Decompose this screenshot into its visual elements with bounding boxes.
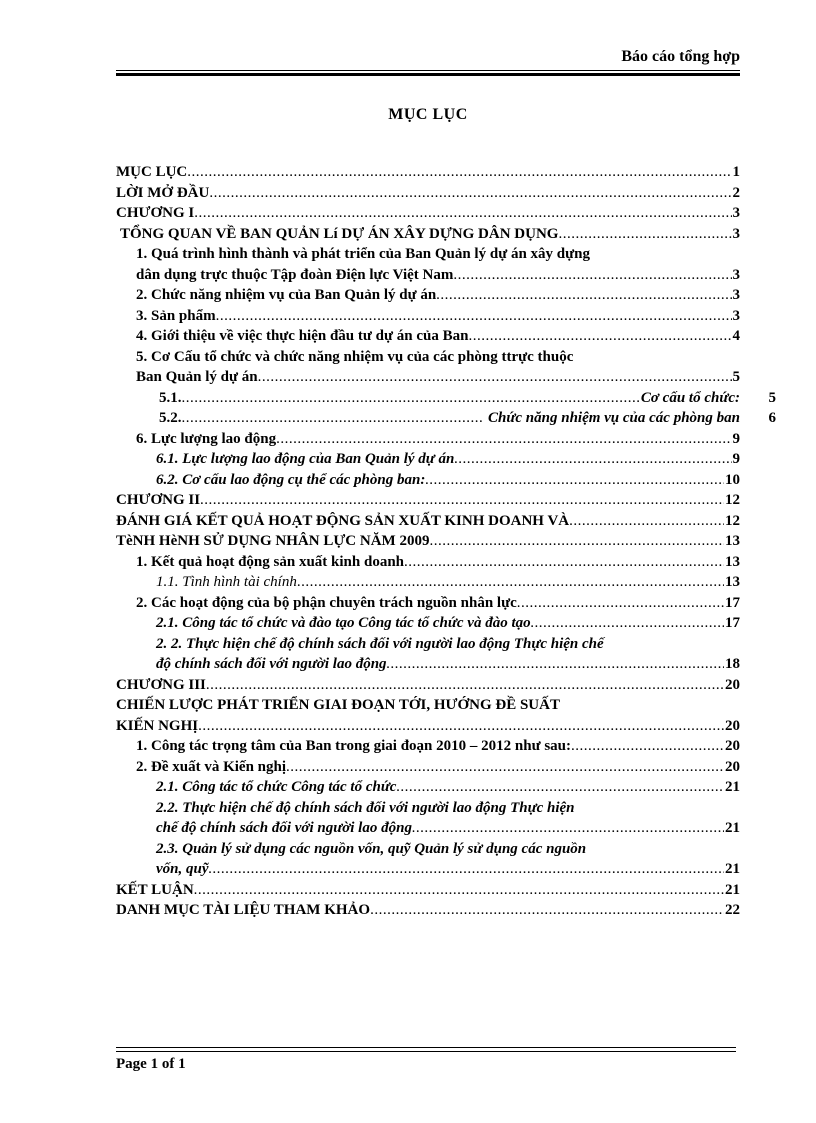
toc-entry-page: 20	[725, 676, 740, 693]
toc-entry-title: 2. Đề xuất và Kiến nghị	[136, 758, 287, 775]
toc-leader	[425, 470, 724, 491]
toc-entry-page: 13	[725, 533, 740, 549]
toc-entry-page: 18	[725, 656, 740, 672]
toc-entry-title-line: 2. 2. Thực hiện chế độ chính sách đối với người lao động Thực hiện chế	[156, 635, 604, 652]
toc-leader	[436, 285, 731, 306]
toc-entry-page: 21	[725, 820, 740, 836]
toc-entry-title: 2.1. Công tác tổ chức Công tác tổ chức	[156, 779, 397, 795]
toc-entry-title: 2. Chức năng nhiệm vụ của Ban Quản lý dự án	[136, 287, 437, 303]
toc-entry-title: CHƯƠNG II	[116, 492, 201, 508]
toc-entry-title-line: CHIẾN LƯỢC PHÁT TRIỂN GIAI ĐOẠN TỚI, HƯỚNG ĐỀ SUẤT	[116, 697, 560, 713]
toc-entry-title: chế độ chính sách đối với người lao động	[156, 820, 412, 836]
toc-leader	[297, 572, 724, 593]
toc-entry-title: 1. Kết quả hoạt động sản xuất kinh doanh	[136, 553, 405, 570]
toc-leader	[198, 716, 724, 737]
footer-rule-top	[116, 1047, 736, 1048]
toc-leader	[429, 531, 724, 552]
toc-entry-title-line: 2.2. Thực hiện chế độ chính sách đối với người lao động Thực hiện	[156, 799, 575, 816]
toc-entry-number: 5.1.	[159, 389, 182, 406]
toc-entry[interactable]	[116, 244, 740, 285]
page-number-footer: Page 1 of 1	[116, 1056, 186, 1072]
toc-leader	[187, 162, 731, 183]
toc-entry-page: 10	[725, 471, 740, 488]
toc-entry-title: 2.1. Công tác tổ chức và đào tạo Công tác tổ chức và đào tạo	[156, 615, 531, 631]
toc-entry-page: 20	[725, 738, 740, 754]
toc-entry-title: ĐÁNH GIÁ KẾT QUẢ HOẠT ĐỘNG SẢN XUẤT KINH DOANH VÀ	[116, 512, 570, 529]
toc-entry[interactable]	[116, 224, 740, 245]
toc-entry-page: 9	[732, 451, 740, 467]
toc-entry-page: 5	[732, 369, 740, 385]
toc-leader	[182, 408, 483, 429]
toc-entry-page: 6	[768, 410, 776, 426]
toc-entry-title: CHƯƠNG III	[116, 676, 206, 693]
toc-entry[interactable]	[116, 900, 740, 921]
toc-entry[interactable]	[116, 306, 740, 327]
toc-entry-page: 3	[732, 205, 740, 221]
toc-entry-title-line: 5. Cơ Cấu tổ chức và chức năng nhiệm vụ của các phòng ttrực thuộc	[136, 348, 574, 365]
toc-entry-page: 21	[725, 861, 740, 877]
toc-entry-page: 1	[732, 164, 740, 180]
toc-entry-page: 21	[725, 779, 740, 795]
toc-leader	[200, 490, 724, 511]
toc-entry-title: MỤC LỤC	[116, 164, 188, 180]
toc-entry[interactable]	[116, 757, 740, 778]
toc-entry-page: 17	[725, 615, 740, 631]
toc-entry-page: 3	[732, 225, 740, 242]
footer-rule-bottom	[116, 1051, 736, 1052]
toc-entry[interactable]	[116, 531, 740, 552]
toc-leader	[209, 859, 725, 880]
toc-entry-title: 1.1. Tình hình tài chính	[156, 574, 297, 590]
toc-entry-page: 3	[732, 307, 740, 324]
toc-entry[interactable]	[116, 777, 740, 798]
toc-entry[interactable]	[116, 634, 740, 675]
toc-entry[interactable]	[116, 285, 740, 306]
toc-entry[interactable]	[116, 613, 740, 634]
toc-leader	[258, 367, 732, 388]
toc-entry[interactable]	[116, 203, 740, 224]
toc-entry[interactable]	[116, 388, 776, 409]
toc-entry-title: vốn, quỹ	[156, 861, 209, 877]
toc-entry[interactable]	[116, 183, 740, 204]
toc-entry-title: Chức năng nhiệm vụ của các phòng ban	[488, 410, 740, 426]
toc-leader	[194, 880, 724, 901]
toc-leader	[453, 265, 731, 286]
toc-entry[interactable]	[116, 511, 740, 532]
toc-entry-title: CHƯƠNG I	[116, 205, 195, 221]
toc-leader	[531, 613, 724, 634]
toc-entry-page: 5	[768, 389, 776, 406]
toc-entry-title: LỜI MỞ ĐẦU	[116, 184, 210, 201]
toc-leader	[370, 900, 724, 921]
toc-leader	[216, 306, 732, 327]
toc-entry[interactable]	[116, 736, 740, 757]
toc-entry-title: 1. Công tác trọng tâm của Ban trong giai đoạn 2010 – 2012 như sau:	[136, 738, 572, 754]
toc-leader	[276, 429, 731, 450]
toc-leader	[412, 818, 724, 839]
toc-entry-title: 4. Giới thiệu về việc thực hiện đầu tư dự án của Ban	[136, 328, 469, 344]
toc-leader	[206, 675, 724, 696]
page-title: MỤC LỤC	[388, 106, 468, 123]
toc-leader	[558, 224, 731, 245]
header-rule-bottom	[116, 73, 740, 76]
toc-entry[interactable]	[116, 880, 740, 901]
toc-entry-title: Cơ cấu tổ chức:	[640, 389, 740, 406]
toc-leader	[454, 449, 731, 470]
toc-entry[interactable]	[116, 695, 740, 736]
header-rule-top	[116, 70, 740, 71]
toc-entry[interactable]	[116, 798, 740, 839]
toc-leader	[387, 654, 724, 675]
toc-entry-page: 2	[732, 184, 740, 201]
toc-entry[interactable]	[116, 593, 740, 614]
toc-entry[interactable]	[116, 347, 740, 388]
toc-entry-title: 6. Lực lượng lao động	[136, 430, 277, 447]
toc-entry-page: 13	[725, 553, 740, 570]
toc-entry-page: 12	[725, 512, 740, 529]
toc-leader	[194, 203, 731, 224]
toc-leader	[404, 552, 724, 573]
toc-entry[interactable]	[116, 572, 740, 593]
toc-entry-title: 6.1. Lực lượng lao động của Ban Quản lý dự án	[156, 451, 455, 467]
toc-leader	[396, 777, 724, 798]
toc-entry-page: 13	[725, 574, 740, 590]
toc-entry[interactable]	[116, 552, 740, 573]
toc-entry[interactable]	[116, 839, 740, 880]
toc-leader	[468, 326, 731, 347]
toc-entry-title: 3. Sản phẩm	[136, 307, 216, 324]
toc-entry-page: 20	[725, 758, 740, 775]
toc-leader	[286, 757, 724, 778]
toc-entry-page: 9	[732, 430, 740, 447]
toc-entry-title: 6.2. Cơ cấu lao động cụ thể các phòng ban:	[156, 471, 426, 488]
toc-entry-page: 20	[725, 717, 740, 734]
toc-entry-title: độ chính sách đối với người lao động	[156, 656, 387, 672]
toc-entry-page: 22	[725, 902, 740, 918]
toc-entry-page: 3	[732, 266, 740, 283]
toc-leader	[209, 183, 731, 204]
toc-entry[interactable]	[116, 429, 740, 450]
running-header: Báo cáo tổng hợp	[621, 48, 740, 65]
toc-leader	[517, 593, 724, 614]
toc-entry-page: 21	[725, 881, 740, 898]
toc-entry[interactable]	[116, 470, 740, 491]
toc-entry-title-line: 2.3. Quản lý sử dụng các nguồn vốn, quỹ Quản lý sử dụng các nguồn	[156, 840, 587, 857]
toc-leader	[571, 736, 724, 757]
table-of-contents	[116, 162, 776, 921]
toc-entry[interactable]	[116, 408, 776, 429]
toc-entry-page: 17	[725, 594, 740, 611]
toc-entry-number: 5.2.	[159, 410, 182, 426]
toc-entry-title: TèNH HèNH SỬ DỤNG NHÂN LỰC NĂM 2009	[116, 533, 430, 549]
toc-leader	[182, 388, 641, 409]
toc-entry[interactable]	[116, 326, 740, 347]
toc-entry-page: 3	[732, 287, 740, 303]
toc-entry-title: KẾT LUẬN	[116, 881, 194, 898]
toc-entry-title: TỔNG QUAN VỀ BAN QUẢN Lí DỰ ÁN XÂY DỰNG DÂN DỤNG	[120, 225, 559, 242]
toc-entry[interactable]	[116, 675, 740, 696]
toc-entry-page: 12	[725, 492, 740, 508]
toc-entry-title: Ban Quản lý dự án	[136, 369, 258, 385]
toc-entry-title: 2. Các hoạt động của bộ phận chuyên trách nguồn nhân lực	[136, 594, 517, 611]
toc-entry-title-line: 1. Quá trình hình thành và phát triển của Ban Quản lý dự án xây dựng	[136, 246, 590, 262]
toc-entry-title: dân dụng trực thuộc Tập đoàn Điện lực Việt Nam	[136, 266, 454, 283]
toc-entry-title: DANH MỤC TÀI LIỆU THAM KHẢO	[116, 902, 371, 918]
toc-entry-title: KIẾN NGHỊ	[116, 717, 199, 734]
toc-entry-page: 4	[732, 328, 740, 344]
toc-entry[interactable]	[116, 490, 740, 511]
toc-leader	[569, 511, 724, 532]
toc-entry[interactable]	[116, 162, 740, 183]
toc-entry[interactable]	[116, 449, 740, 470]
